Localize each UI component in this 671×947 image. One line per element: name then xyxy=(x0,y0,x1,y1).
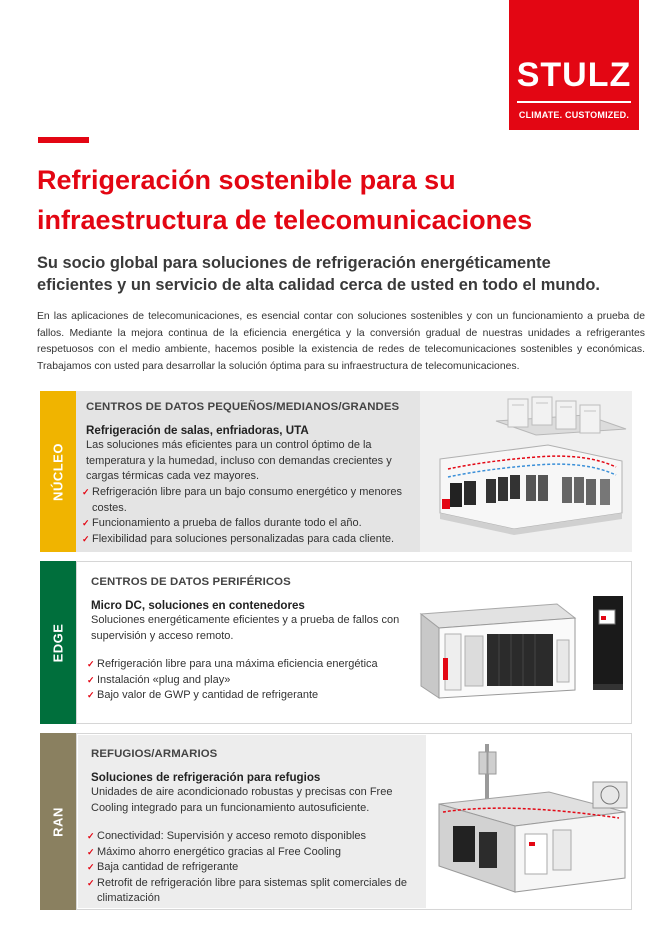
tab-nucleo xyxy=(40,391,76,552)
tab-label: EDGE xyxy=(50,623,66,662)
check-icon: ✓ xyxy=(82,533,90,544)
page-subtitle xyxy=(37,252,637,296)
section-panel xyxy=(76,733,632,910)
list-item: ✓ Funcionamiento a prueba de fallos durante todo el año. xyxy=(82,516,402,532)
logo-wordmark: STULZ xyxy=(516,56,632,94)
section-description: Unidades de aire acondicionado robustas y precisas con Free Cooling integrado para un funcionamiento autosuficiente. xyxy=(91,786,393,814)
check-icon: ✓ xyxy=(87,831,95,841)
section-subheader: Refrigeración de salas, enfriadoras, UTA xyxy=(86,424,309,437)
section-edge xyxy=(40,561,632,724)
list-item: ✓ Baja cantidad de refrigerante xyxy=(87,860,407,876)
check-icon: ✓ xyxy=(87,674,95,685)
list-item: ✓ Instalación «plug and play» xyxy=(87,673,407,689)
tab-ran xyxy=(40,733,76,910)
stulz-logo xyxy=(509,0,639,130)
bullet-list xyxy=(87,829,407,907)
intro-paragraph: En las aplicaciones de telecomunicaciones, es esencial contar con soluciones sostenibles y con un funcionamiento a prueba de fallos. Mediante la mejora continua de la eficiencia energética y la conversión gradual de nuestras unidades a refrigerantes respetuosos con el medio ambiente, hacemos posible la existencia de redes de telecomunicaciones sostenibles y económicas. Trabajamos con usted para desarrollar la solución óptima para su infraestructura de telecomunicaciones. xyxy=(37,311,645,372)
tab-label: RAN xyxy=(50,806,66,837)
section-header: REFUGIOS/ARMARIOS xyxy=(91,748,218,760)
check-icon: ✓ xyxy=(82,518,90,528)
list-item: ✓ Flexibilidad para soluciones personalizadas para cada cliente. xyxy=(82,532,402,548)
title-line-2: infraestructura de telecomunicaciones xyxy=(37,205,533,235)
page-title xyxy=(37,160,637,240)
check-icon: ✓ xyxy=(87,862,95,872)
section-description: Las soluciones más eficientes para un control óptimo de la temperatura y la humedad, incluso con demandas crecientes y cargas térmicas cada vez mayores. xyxy=(86,439,392,482)
section-nucleo xyxy=(40,391,632,552)
bullet-list xyxy=(87,657,407,704)
section-description: Soluciones energéticamente eficientes y a prueba de fallos con supervisión y acceso remoto. xyxy=(91,614,400,642)
data-center-illustration xyxy=(426,395,630,547)
check-icon: ✓ xyxy=(87,690,95,700)
list-item: ✓ Refrigeración libre para un bajo consumo energético y menores costes. xyxy=(82,486,403,514)
check-icon: ✓ xyxy=(87,846,95,857)
title-accent-bar xyxy=(38,137,89,143)
title-line-1: Refrigeración sostenible para su xyxy=(37,165,456,195)
list-item: ✓ Conectividad: Supervisión y acceso remoto disponibles xyxy=(87,829,407,845)
section-header: CENTROS DE DATOS PERIFÉRICOS xyxy=(91,576,291,588)
section-panel xyxy=(76,391,632,552)
section-header: CENTROS DE DATOS PEQUEÑOS/MEDIANOS/GRANDES xyxy=(86,401,400,413)
section-ran xyxy=(40,733,632,910)
section-panel xyxy=(76,561,632,724)
tab-label: NÚCLEO xyxy=(50,442,66,501)
section-subheader: Soluciones de refrigeración para refugios xyxy=(91,771,321,784)
list-item: ✓ Bajo valor de GWP y cantidad de refrigerante xyxy=(87,688,407,704)
bullet-list xyxy=(82,485,402,547)
check-icon: ✓ xyxy=(87,877,95,888)
logo-divider xyxy=(517,101,631,103)
list-item: ✓ Retrofit de refrigeración libre para sistemas split comerciales de climatización xyxy=(87,876,407,904)
subtitle-line-1: Su socio global para soluciones de refrigeración energéticamente xyxy=(37,254,551,272)
section-subheader: Micro DC, soluciones en contenedores xyxy=(91,599,305,612)
shelter-illustration xyxy=(429,742,633,902)
edge-container-illustration xyxy=(417,594,631,704)
check-icon: ✓ xyxy=(82,487,90,497)
subtitle-line-2: eficientes y un servicio de alta calidad cerca de usted en todo el mundo. xyxy=(37,276,600,294)
check-icon: ✓ xyxy=(87,659,95,669)
logo-tagline: CLIMATE. CUSTOMIZED. xyxy=(518,110,630,120)
list-item: ✓ Máximo ahorro energético gracias al Free Cooling xyxy=(87,845,407,861)
list-item: ✓ Refrigeración libre para una máxima eficiencia energética xyxy=(87,657,407,673)
tab-edge xyxy=(40,561,76,724)
